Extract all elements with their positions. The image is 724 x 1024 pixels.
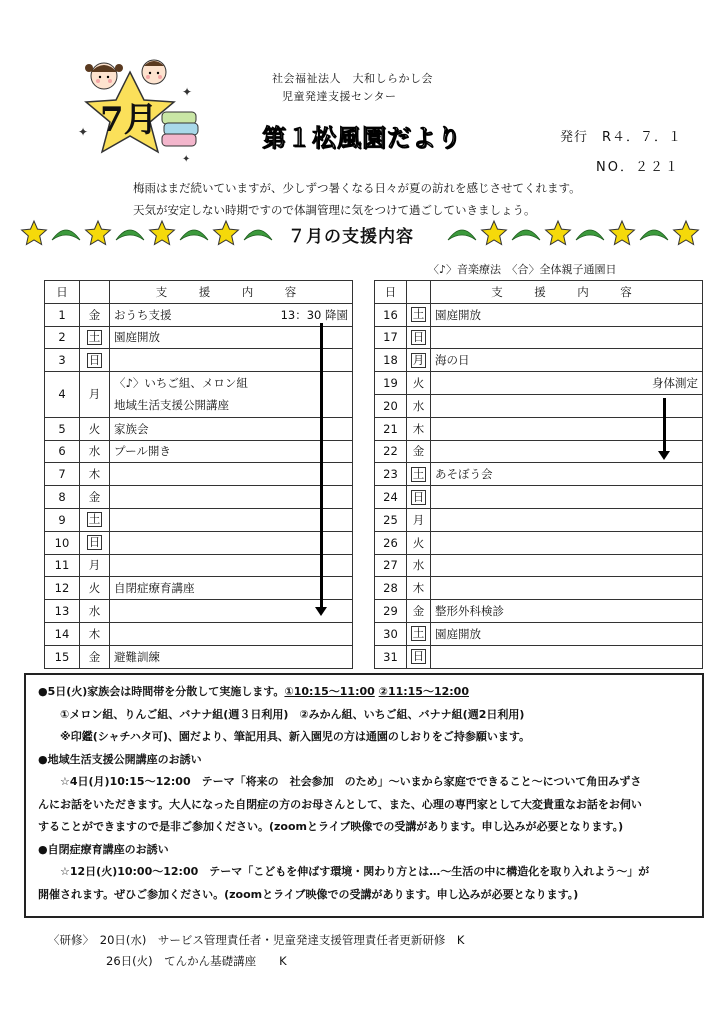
notice-time: ①10:15～11:00 xyxy=(284,685,375,698)
weekday xyxy=(407,645,431,668)
event-text: 地域生活支援公開講座 xyxy=(114,398,229,413)
day-number: 1 xyxy=(45,303,80,326)
schedule-event xyxy=(110,486,353,509)
leaf-icon xyxy=(512,230,540,240)
table-row xyxy=(45,463,703,486)
weekday-label: 月 xyxy=(412,512,425,527)
event-text: 海の日 xyxy=(435,353,470,368)
column-gap xyxy=(353,303,375,326)
schedule-event xyxy=(431,577,703,600)
schedule-event xyxy=(431,349,703,372)
weekday xyxy=(407,394,431,417)
event-text: あそぼう会 xyxy=(435,467,493,482)
day-number: 12 xyxy=(45,577,80,600)
weekday-label: 火 xyxy=(412,535,425,550)
schedule-event xyxy=(110,645,353,668)
weekday xyxy=(407,463,431,486)
day-number: 26 xyxy=(375,531,407,554)
table-row xyxy=(45,554,703,577)
weekday xyxy=(407,417,431,440)
leaf-icon xyxy=(576,230,604,240)
arrow-down-icon xyxy=(663,398,666,452)
day-number: 3 xyxy=(45,349,80,372)
column-gap xyxy=(353,508,375,531)
month-badge: 7月 xyxy=(100,100,158,140)
notice-line: 開催されます。ぜひご参加ください。(zoomとライブ映像での受講があります。申し込みが必要となります。) xyxy=(38,887,579,901)
weekday-label: 金 xyxy=(412,604,425,619)
greeting-line: 梅雨はまだ続いていますが、少しずつ暑くなる日々が夏の訪れを感じさせてくれます。 xyxy=(133,181,581,195)
column-gap xyxy=(353,440,375,463)
star-icon xyxy=(482,221,507,245)
column-gap xyxy=(353,600,375,623)
event-note: 13：30 降園 xyxy=(280,307,348,322)
leaf-icon xyxy=(640,230,668,240)
weekday-label: 水 xyxy=(412,558,425,573)
section-title: ７月の支援内容 xyxy=(288,227,414,247)
star-icon xyxy=(86,221,111,245)
schedule-event xyxy=(110,554,353,577)
day-number: 22 xyxy=(375,440,407,463)
event-note: 身体測定 xyxy=(652,376,698,391)
column-gap xyxy=(353,394,375,417)
baby-boy-icon xyxy=(142,60,166,84)
event-text: おうち支援 xyxy=(114,307,172,322)
table-row xyxy=(45,577,703,600)
weekday-label: 火 xyxy=(88,581,101,596)
schedule-event xyxy=(110,508,353,531)
day-number: 16 xyxy=(375,303,407,326)
leaf-icon xyxy=(180,230,208,240)
table-row xyxy=(45,508,703,531)
weekday-label: 火 xyxy=(88,421,101,436)
schedule-event xyxy=(110,303,353,326)
weekday-label: 木 xyxy=(88,467,101,482)
notice-line: ※印鑑(シャチハタ可)、園だより、筆記用具、新入園児の方は通園のしおりをご持参願います。 xyxy=(60,730,530,743)
table-row xyxy=(45,440,703,463)
day-number: 18 xyxy=(375,349,407,372)
weekday-label: 日 xyxy=(412,489,425,504)
greeting xyxy=(133,177,581,221)
day-number: 19 xyxy=(375,372,407,395)
weekday-label: 土 xyxy=(88,512,101,527)
day-number: 6 xyxy=(45,440,80,463)
schedule-event xyxy=(431,600,703,623)
schedule-event xyxy=(110,417,353,440)
notice-line: ☆4日(月)10:15～12:00 テーマ「将来の 社会参加 のため」～いまから家庭でできること～について角田みずさ xyxy=(60,775,642,788)
event-text: 家族会 xyxy=(114,421,149,436)
schedule-event xyxy=(431,486,703,509)
weekday xyxy=(80,440,110,463)
weekday xyxy=(80,600,110,623)
weekday-label: 日 xyxy=(412,329,425,344)
weekday-label: 日 xyxy=(88,352,101,367)
weekday xyxy=(407,303,431,326)
table-row xyxy=(45,326,703,349)
weekday xyxy=(407,554,431,577)
column-gap xyxy=(353,622,375,645)
schedule-table xyxy=(44,280,703,669)
schedule-event xyxy=(431,303,703,326)
table-row xyxy=(45,349,703,372)
schedule-event xyxy=(110,372,353,418)
weekday xyxy=(407,326,431,349)
event-text: 園庭開放 xyxy=(435,626,481,641)
table-header xyxy=(45,281,703,304)
table-row xyxy=(45,372,703,395)
weekday xyxy=(80,372,110,418)
day-number: 31 xyxy=(375,645,407,668)
column-header: 日 xyxy=(375,281,407,304)
notice-time: ②11:15～12:00 xyxy=(378,685,469,698)
table-row xyxy=(45,486,703,509)
column-header: 支 援 内 容 xyxy=(431,281,703,304)
day-number: 7 xyxy=(45,463,80,486)
schedule-event xyxy=(110,349,353,372)
notice-line xyxy=(38,681,690,704)
weekday-label: 土 xyxy=(88,329,101,344)
schedule-event xyxy=(431,326,703,349)
training-item: 〈研修〉 20日(水) サービス管理責任者・児童発達支援管理責任者更新研修 K xyxy=(48,933,465,947)
column-gap xyxy=(353,463,375,486)
weekday-label: 木 xyxy=(412,421,425,436)
weekday-label: 月 xyxy=(88,558,101,573)
day-number: 13 xyxy=(45,600,80,623)
weekday xyxy=(80,645,110,668)
column-gap xyxy=(353,554,375,577)
column-gap xyxy=(353,645,375,668)
training-item: 26日(火) てんかん基礎講座 K xyxy=(106,954,287,968)
notice-line: ①メロン組、りんご組、バナナ組(週３日利用) ②みかん組、いちご組、バナナ組(週2日利用) xyxy=(60,707,525,721)
weekday-label: 月 xyxy=(88,387,101,402)
weekday-label: 日 xyxy=(412,649,425,664)
organization xyxy=(272,70,433,106)
weekday xyxy=(80,486,110,509)
event-text: 避難訓練 xyxy=(114,649,160,664)
legend: 〈♪〉音楽療法 〈合〉全体親子通園日 xyxy=(428,263,617,276)
table-row xyxy=(45,645,703,668)
weekday xyxy=(80,577,110,600)
weekday xyxy=(80,622,110,645)
day-number: 29 xyxy=(375,600,407,623)
notice-line: んにお話をいただきます。大人になった自閉症の方のお母さんとして、また、心理の専門家として大変貴重なお話をお伺い xyxy=(38,797,642,811)
weekday-label: 金 xyxy=(412,444,425,459)
star-icon xyxy=(22,221,47,245)
sparkle-icon: ✦ xyxy=(78,125,89,139)
column-header: 支 援 内 容 xyxy=(110,281,353,304)
column-header xyxy=(80,281,110,304)
schedule-event xyxy=(431,463,703,486)
day-number: 28 xyxy=(375,577,407,600)
star-icon xyxy=(214,221,239,245)
weekday-label: 月 xyxy=(412,352,425,367)
leaf-icon xyxy=(52,230,80,240)
column-gap xyxy=(353,349,375,372)
day-number: 5 xyxy=(45,417,80,440)
weekday-label: 木 xyxy=(412,581,425,596)
day-number: 8 xyxy=(45,486,80,509)
day-number: 27 xyxy=(375,554,407,577)
weekday-label: 木 xyxy=(88,626,101,641)
event-text: 整形外科検診 xyxy=(435,604,504,619)
column-gap xyxy=(353,577,375,600)
event-text: プール開き xyxy=(114,444,171,459)
table-row xyxy=(45,417,703,440)
weekday xyxy=(407,622,431,645)
weekday xyxy=(80,326,110,349)
leaf-icon xyxy=(244,230,272,240)
day-number: 20 xyxy=(375,394,407,417)
day-number: 11 xyxy=(45,554,80,577)
day-number: 9 xyxy=(45,508,80,531)
weekday xyxy=(407,577,431,600)
column-header xyxy=(407,281,431,304)
notice-line: することができますので是非ご参加ください。(zoomとライブ映像での受講があります。申し込みが必要となります。) xyxy=(38,820,624,833)
schedule-event xyxy=(110,622,353,645)
weekday-label: 金 xyxy=(88,649,101,664)
table-row xyxy=(45,600,703,623)
table-row xyxy=(45,622,703,645)
weekday-label: 水 xyxy=(88,604,101,619)
day-number: 17 xyxy=(375,326,407,349)
weekday xyxy=(407,508,431,531)
weekday-label: 金 xyxy=(88,307,101,322)
column-gap xyxy=(353,417,375,440)
column-gap xyxy=(353,372,375,395)
weekday xyxy=(80,463,110,486)
day-number: 25 xyxy=(375,508,407,531)
schedule-event xyxy=(110,440,353,463)
day-number: 21 xyxy=(375,417,407,440)
star-icon xyxy=(546,221,571,245)
notice-line: ☆12日(火)10:00～12:00 テーマ「こどもを伸ばす環境・関わり方とは…～生活の中に構造化を取り入れよう～」が xyxy=(60,865,650,878)
weekday xyxy=(407,349,431,372)
weekday xyxy=(80,531,110,554)
training-list xyxy=(48,930,464,972)
star-icon xyxy=(610,221,635,245)
center-name: 児童発達支援センター xyxy=(282,90,397,103)
notice-text: ●5日(火)家族会は時間帯を分散して実施します。 xyxy=(38,685,285,698)
schedule-event xyxy=(431,372,703,395)
schedule-event xyxy=(431,531,703,554)
arrow-down-icon xyxy=(320,323,323,608)
day-number: 10 xyxy=(45,531,80,554)
weekday-label: 水 xyxy=(88,444,101,459)
column-header: 日 xyxy=(45,281,80,304)
weekday xyxy=(407,372,431,395)
weekday xyxy=(407,531,431,554)
weekday xyxy=(80,554,110,577)
table-row xyxy=(45,531,703,554)
event-text: 園庭開放 xyxy=(114,330,160,345)
notice-box xyxy=(24,673,704,918)
weekday-label: 火 xyxy=(412,376,425,391)
schedule-event xyxy=(110,463,353,486)
weekday xyxy=(80,508,110,531)
weekday xyxy=(407,440,431,463)
day-number: 30 xyxy=(375,622,407,645)
event-text: 自閉症療育講座 xyxy=(114,581,195,596)
sparkle-icon: ✦ xyxy=(182,85,193,99)
leaf-icon xyxy=(448,230,476,240)
greeting-line: 天気が安定しない時期ですので体調管理に気をつけて過ごしていきましょう。 xyxy=(133,203,536,217)
event-text: 園庭開放 xyxy=(435,307,481,322)
schedule-event xyxy=(431,394,703,417)
blanket-icon xyxy=(162,112,198,146)
notice-heading: ●自閉症療育講座のお誘い xyxy=(38,842,169,856)
newsletter-title: 第１松風園だより xyxy=(262,124,462,152)
table-row xyxy=(45,303,703,326)
schedule-event xyxy=(110,326,353,349)
weekday-label: 日 xyxy=(88,535,101,550)
day-number: 23 xyxy=(375,463,407,486)
issue-date: 発行 R４．７．１ xyxy=(560,130,683,145)
schedule-event xyxy=(431,554,703,577)
weekday xyxy=(407,486,431,509)
schedule-event xyxy=(431,417,703,440)
day-number: 24 xyxy=(375,486,407,509)
schedule-event xyxy=(431,622,703,645)
weekday xyxy=(80,303,110,326)
column-gap xyxy=(353,281,375,304)
schedule-event xyxy=(110,531,353,554)
schedule-event xyxy=(431,645,703,668)
leaf-icon xyxy=(116,230,144,240)
day-number: 4 xyxy=(45,372,80,418)
column-gap xyxy=(353,326,375,349)
day-number: 2 xyxy=(45,326,80,349)
baby-girl-icon xyxy=(85,63,123,89)
issue-number: NO．２２１ xyxy=(596,160,680,175)
day-number: 14 xyxy=(45,622,80,645)
schedule-event xyxy=(110,577,353,600)
weekday-label: 土 xyxy=(412,626,425,641)
weekday-label: 土 xyxy=(412,466,425,481)
sparkle-icon: ✦ xyxy=(182,154,191,165)
column-gap xyxy=(353,486,375,509)
star-icon xyxy=(674,221,699,245)
weekday xyxy=(80,349,110,372)
notice-heading: ●地域生活支援公開講座のお誘い xyxy=(38,752,202,766)
weekday-label: 水 xyxy=(412,398,425,413)
schedule-event xyxy=(431,508,703,531)
weekday-label: 金 xyxy=(88,490,101,505)
weekday-label: 土 xyxy=(412,307,425,322)
star-icon xyxy=(150,221,175,245)
column-gap xyxy=(353,531,375,554)
event-text: 〈♪〉いちご組、メロン組 xyxy=(114,376,248,391)
org-name: 社会福祉法人 大和しらかし会 xyxy=(272,72,433,85)
weekday xyxy=(407,600,431,623)
weekday xyxy=(80,417,110,440)
day-number: 15 xyxy=(45,645,80,668)
